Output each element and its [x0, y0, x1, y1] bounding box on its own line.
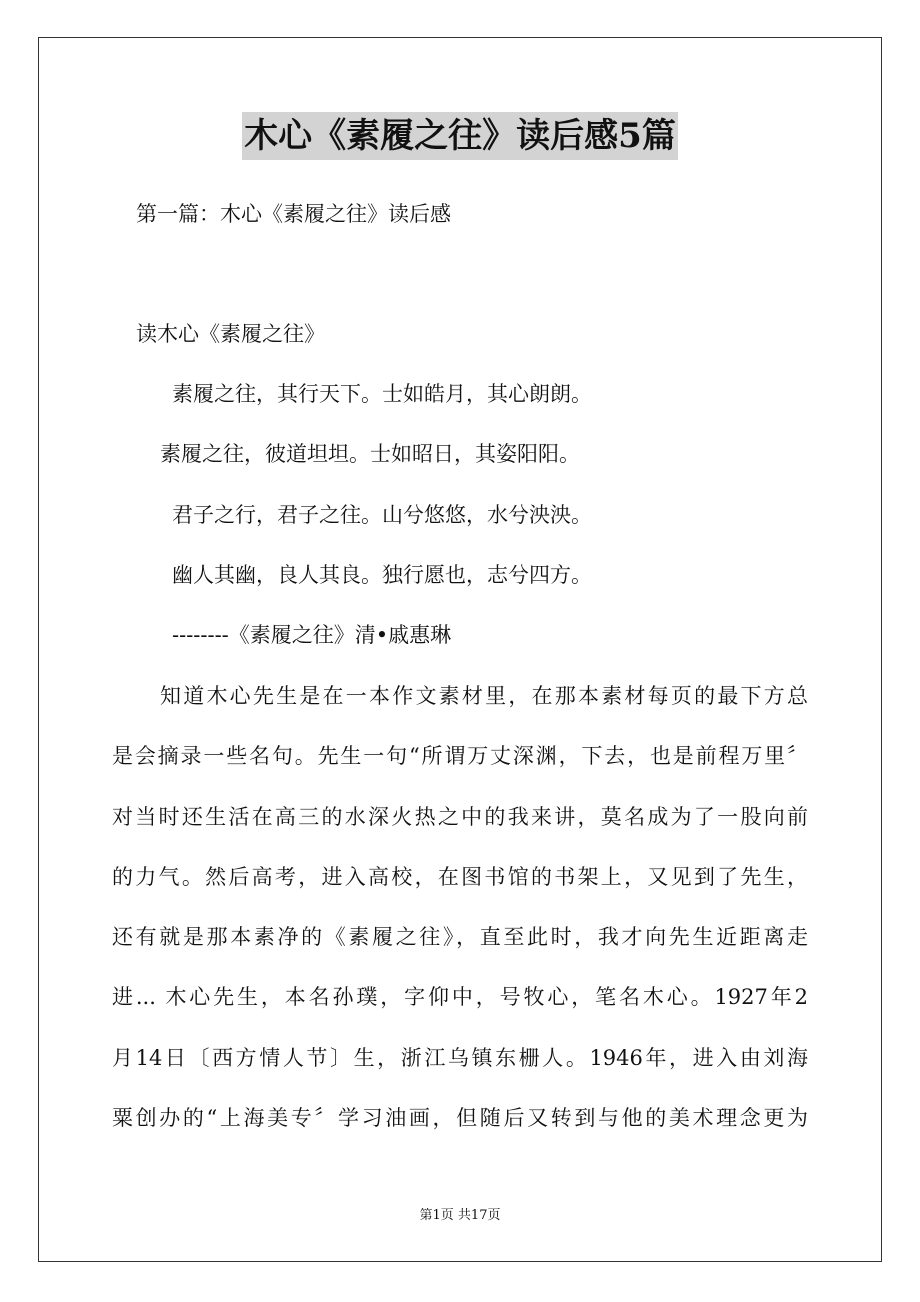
- document-title: 木心《素履之往》读后感5篇: [242, 112, 678, 160]
- body-line-1: 知道木心先生是在一本作文素材里，在那本素材每页的最下方总: [160, 684, 808, 708]
- section-heading: 第一篇：木心《素履之往》读后感: [136, 202, 451, 226]
- subheading: 读木心《素履之往》: [136, 322, 325, 346]
- body-line-2: 是会摘录一些名句。先生一句“所谓万丈深渊，下去，也是前程万里〞: [112, 744, 808, 768]
- body-line-4: 的力气。然后高考，进入高校，在图书馆的书架上，又见到了先生，: [112, 865, 808, 889]
- title-container: [0, 112, 920, 160]
- poem-attribution: --------《素履之往》清•戚惠琳: [172, 623, 452, 647]
- body-line-7: 月14日〔西方情人节〕生，浙江乌镇东栅人。1946年，进入由刘海: [112, 1046, 808, 1070]
- body-line-3: 对当时还生活在高三的水深火热之中的我来讲，莫名成为了一股向前: [112, 805, 808, 829]
- poem-line-2: 素履之往，彼道坦坦。士如昭日，其姿阳阳。: [160, 442, 580, 466]
- body-line-6: 进... 木心先生，本名孙璞，字仰中，号牧心，笔名木心。1927年2: [112, 985, 808, 1009]
- body-line-5: 还有就是那本素净的《素履之往》，直至此时，我才向先生近距离走: [112, 925, 808, 949]
- poem-line-3: 君子之行，君子之往。山兮悠悠，水兮泱泱。: [172, 503, 592, 527]
- body-line-8: 粟创办的“上海美专〞学习油画，但随后又转到与他的美术理念更为: [112, 1106, 808, 1130]
- page-number-footer: 第1页 共17页: [419, 1208, 501, 1223]
- poem-line-1: 素履之往，其行天下。士如皓月，其心朗朗。: [172, 382, 592, 406]
- poem-line-4: 幽人其幽，良人其良。独行愿也，志兮四方。: [172, 563, 592, 587]
